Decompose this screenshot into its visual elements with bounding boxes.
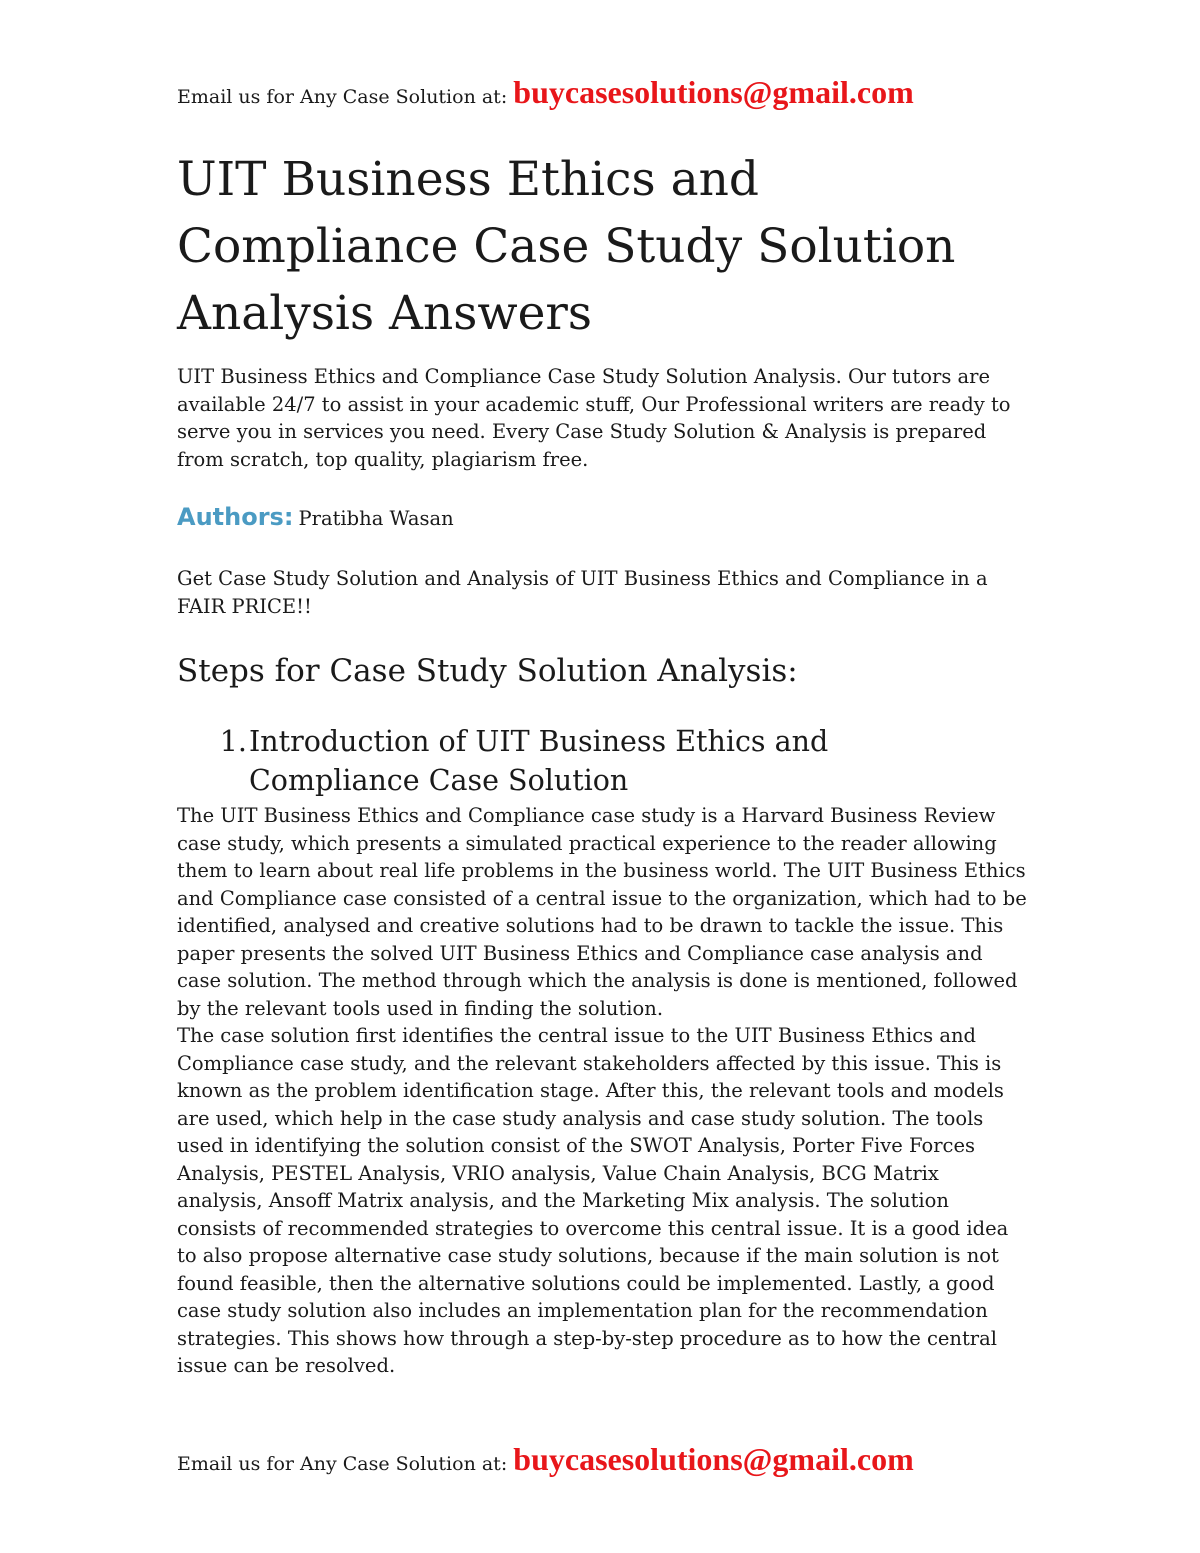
body-paragraph: The case solution first identifies the central issue to the UIT Business Ethics and Compliance case study, and the relevant stakeholders affected by this issue. This is known as the problem identification stage. After this, the relevant tools and models are used, which help in the case study analysis and case study solution. The tools used in identifying the solution consist of the SWOT Analysis, Porter Five Forces Analysis, PESTEL Analysis, VRIO analysis, Value Chain Analysis, BCG Matrix analysis, Ansoff Matrix analysis, and the Marketing Mix analysis. The solution consists of recommended strategies to overcome this central issue. It is a good idea to also propose alternative case study solutions, because if the main solution is not found feasible, then the alternative solutions could be implemented. Lastly, a good case study solution also includes an implementation plan for the recommendation strategies. This shows how through a step-by-step procedure as to how the central issue can be resolved. — [177, 1024, 1009, 1377]
intro-paragraph: UIT Business Ethics and Compliance Case Study Solution Analysis. Our tutors are available 24/7 to assist in your academic stuff, Our Professional writers are ready to serve you in services you need. Every Case Study Solution & Analysis is prepared from scratch, top quality, plagiarism free. — [177, 365, 1011, 471]
author-name: Pratibha Wasan — [298, 507, 454, 530]
price-paragraph: Get Case Study Solution and Analysis of UIT Business Ethics and Compliance in a FAIR PRICE!! — [177, 567, 988, 618]
header-email-label: Email us for Any Case Solution at: — [177, 86, 508, 108]
authors-line — [177, 503, 454, 531]
footer-email-link[interactable]: buycasesolutions@gmail.com — [513, 1441, 914, 1477]
step-1-heading — [177, 722, 957, 800]
steps-heading: Steps for Case Study Solution Analysis: — [177, 653, 798, 689]
body-paragraph: The UIT Business Ethics and Compliance case study is a Harvard Business Review case study, which presents a simulated practical experience to the reader allowing them to learn about real life problems in the business world. The UIT Business Ethics and Compliance case consisted of a central issue to the organization, which had to be identified, analysed and creative solutions had to be drawn to tackle the issue. This paper presents the solved UIT Business Ethics and Compliance case analysis and case solution. The method through which the analysis is done is mentioned, followed by the relevant tools used in finding the solution. — [177, 804, 1027, 1020]
header-email-line — [177, 74, 914, 111]
step-1-body — [177, 802, 1027, 1380]
footer-email-label: Email us for Any Case Solution at: — [177, 1453, 508, 1475]
step-1-number: 1. — [219, 725, 247, 758]
document-title: UIT Business Ethics and Compliance Case Study Solution Analysis Answers — [177, 152, 956, 341]
footer-email-line — [177, 1441, 914, 1478]
authors-label: Authors: — [177, 503, 294, 531]
header-email-link[interactable]: buycasesolutions@gmail.com — [513, 74, 914, 110]
step-1-title: Introduction of UIT Business Ethics and Compliance Case Solution — [249, 725, 829, 797]
